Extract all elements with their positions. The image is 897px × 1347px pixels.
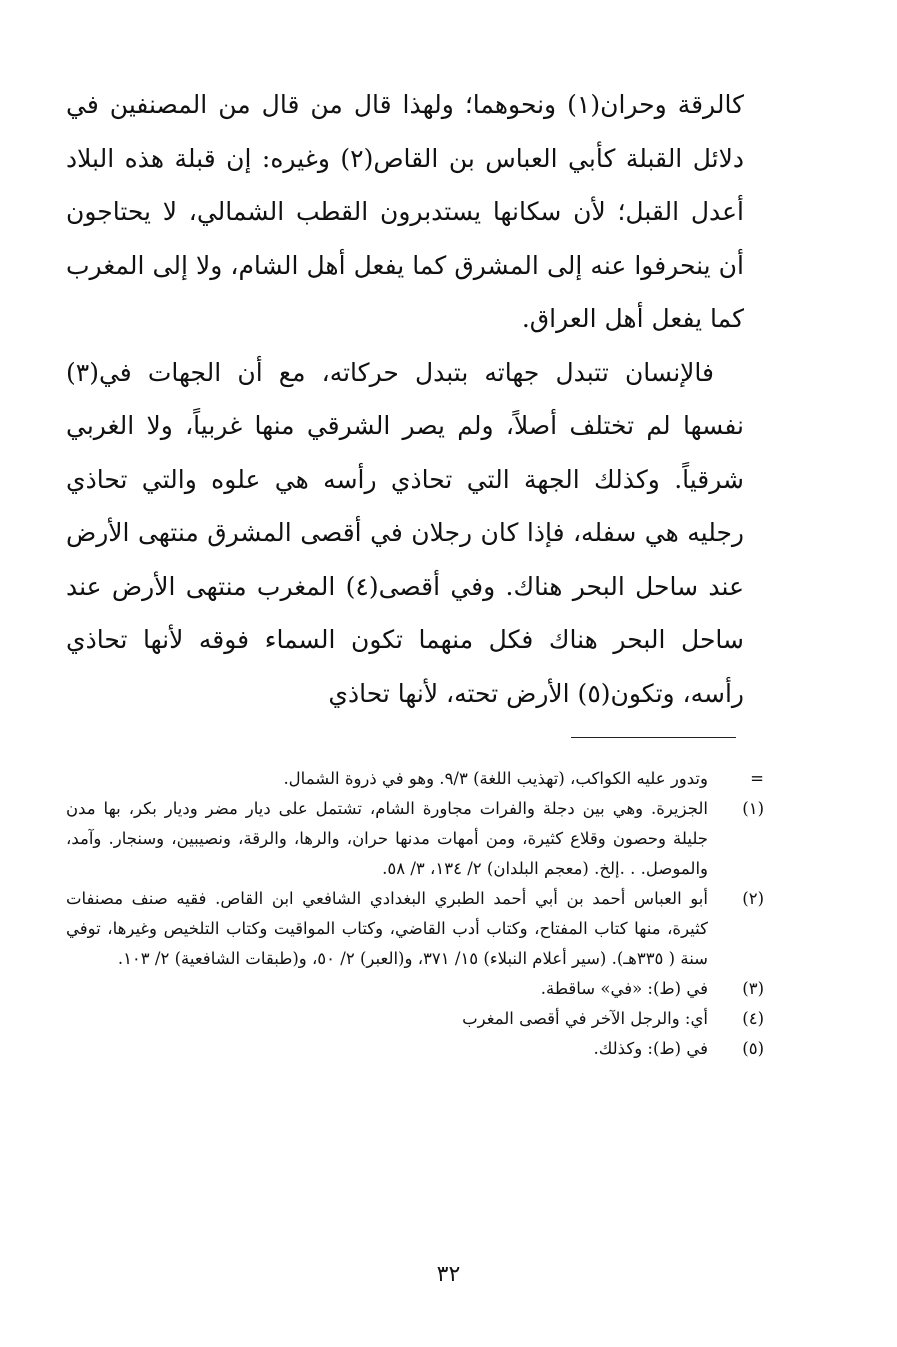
- footnote-number: (٤): [742, 1009, 764, 1028]
- footnote-text: أي: والرجل الآخر في أقصى المغرب: [462, 1009, 708, 1028]
- footnote-2: [66, 884, 764, 974]
- footnote-1: [66, 794, 764, 884]
- footnote-3: [66, 974, 764, 1004]
- footnote-text: الجزيرة. وهي بين دجلة والفرات مجاورة الشام، تشتمل على ديار مضر وديار بكر، بها مدن جليلة وحصون وقلاع كثيرة، ومن أمهات مدنها حران، والرها، والرقة، ونصيبين، وسنجار. وآمد، والموصل. . .إلخ. (معجم البلدان) ٢/ ١٣٤، ٣/ ٥٨.: [66, 799, 708, 878]
- footnote-number: =: [750, 769, 764, 788]
- footnote-continued: [66, 764, 764, 794]
- footnote-separator: [571, 737, 736, 738]
- footnote-text: في (ط): وكذلك.: [593, 1039, 708, 1058]
- footnote-text: وتدور عليه الكواكب، (تهذيب اللغة) ٩/٣. وهو في ذروة الشمال.: [283, 769, 708, 788]
- footnote-4: [66, 1004, 764, 1034]
- paragraph-1: كالرقة وحران(١) ونحوهما؛ ولهذا قال من قال من المصنفين في دلائل القبلة كأبي العباس بن القاص(٢) وغيره: إن قبلة هذه البلاد أعدل القبل؛ لأن سكانها يستدبرون القطب الشمالي، لا يحتاجون أن ينحرفوا عنه إلى المشرق كما يفعل أهل الشام، ولا إلى المغرب كما يفعل أهل العراق.: [66, 90, 744, 333]
- footnote-number: (١): [742, 799, 764, 818]
- footnote-number: (٣): [742, 979, 764, 998]
- paragraph-2: فالإنسان تتبدل جهاته بتبدل حركاته، مع أن الجهات في(٣) نفسها لم تختلف أصلاً، ولم يصر الشرقي منها غربياً، ولا الغربي شرقياً. وكذلك الجهة التي تحاذي رأسه هي علوه والتي تحاذي رجليه هي سفله، فإذا كان رجلان في أقصى المشرق منتهى الأرض عند ساحل البحر هناك. وفي أقصى(٤) المغرب منتهى الأرض عند ساحل البحر هناك فكل منهما تكون السماء فوقه لأنها تحاذي رأسه، وتكون(٥) الأرض تحته، لأنها تحاذي: [66, 357, 744, 708]
- footnote-number: (٢): [742, 889, 764, 908]
- main-text: [66, 78, 744, 720]
- footnotes: [66, 764, 764, 1064]
- footnote-text: أبو العباس أحمد بن أبي أحمد الطبري البغدادي الشافعي ابن القاص. فقيه صنف مصنفات كثيرة، منها كتاب المفتاح، وكتاب أدب القاضي، وكتاب المواقيت وكتاب التلخيص وغيرها، توفي سنة ( ٣٣٥هـ). (سير أعلام النبلاء) ١٥/ ٣٧١، و(العبر) ٢/ ٥٠، و(طبقات الشافعية) ٢/ ١٠٣.: [66, 889, 708, 968]
- footnote-text: في (ط): «في» ساقطة.: [540, 979, 708, 998]
- footnote-5: [66, 1034, 764, 1064]
- page-number: ٣٢: [436, 1262, 461, 1287]
- footnote-number: (٥): [742, 1039, 764, 1058]
